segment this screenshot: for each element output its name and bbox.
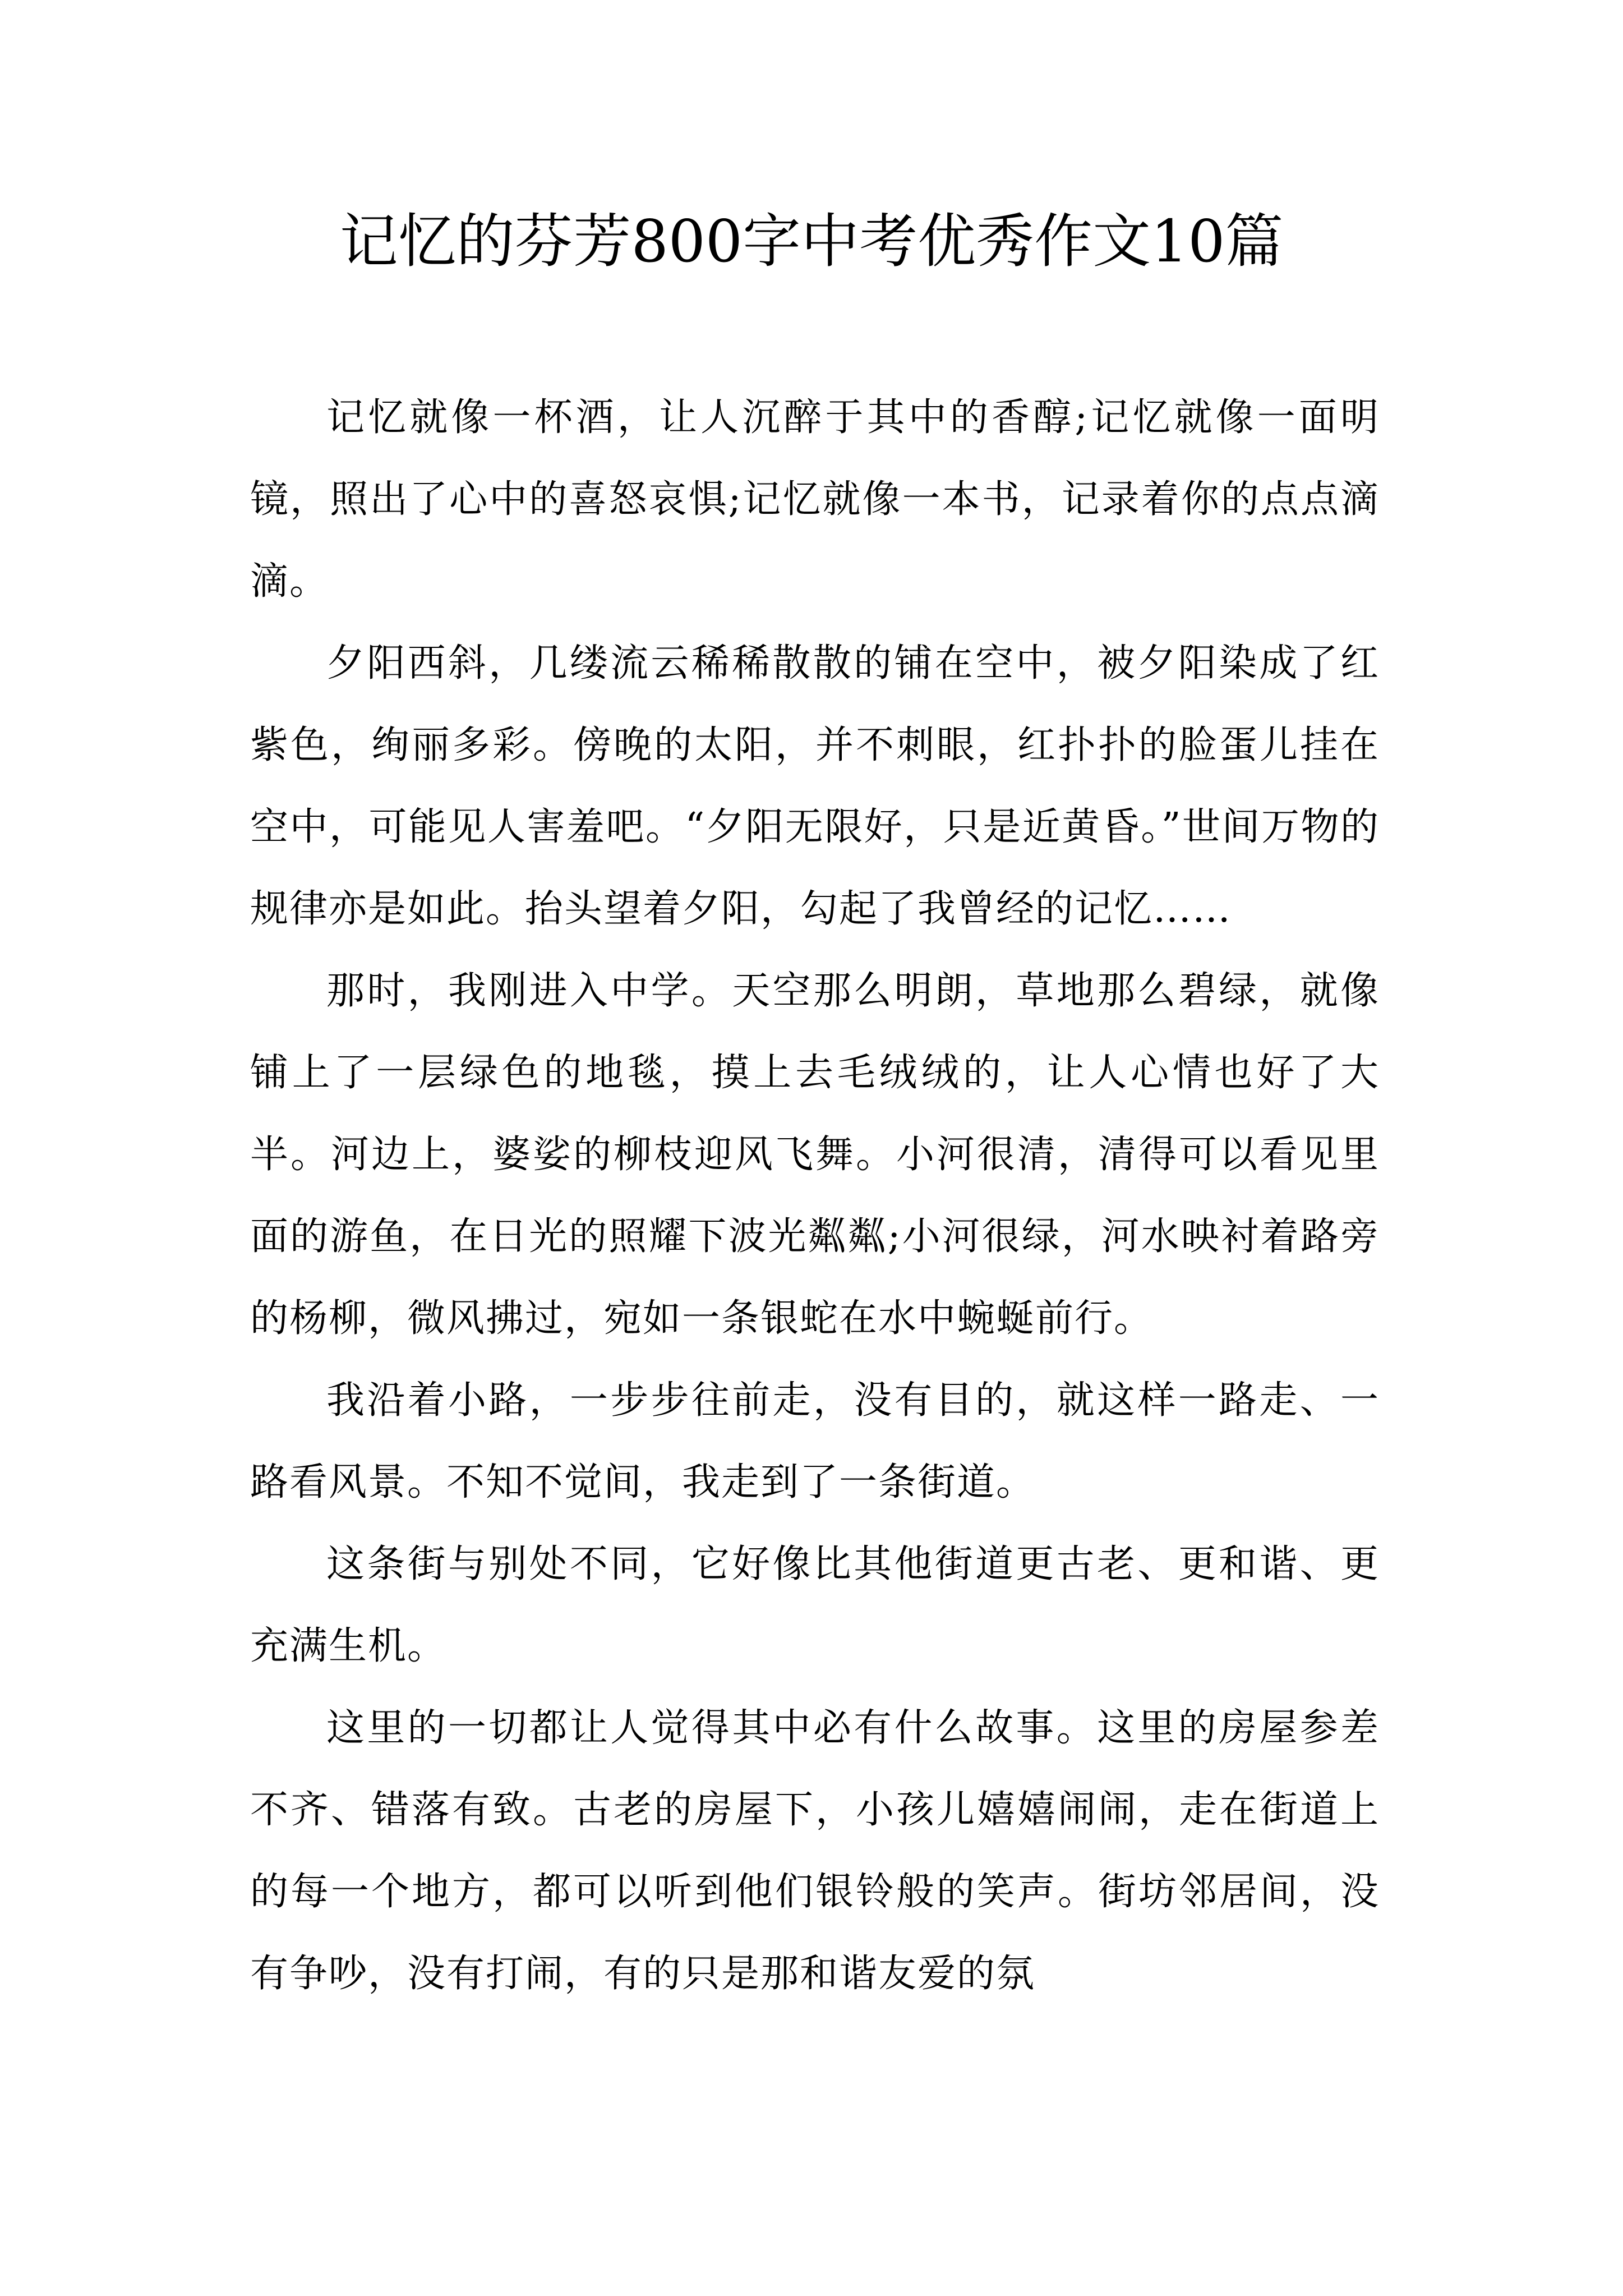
paragraph: 那时，我刚进入中学。天空那么明朗，草地那么碧绿，就像铺上了一层绿色的地毯，摸上去毛绒绒的，让人心情也好了大半。河边上，婆娑的柳枝迎风飞舞。小河很清，清得可以看见里面的游鱼，在日光的照耀下波光粼粼;小河很绿，河水映衬着路旁的杨柳，微风拂过，宛如一条银蛇在水中蜿蜒前行。 [250, 969, 1380, 1341]
paragraph: 记忆就像一杯酒，让人沉醉于其中的香醇;记忆就像一面明镜，照出了心中的喜怒哀惧;记忆就像一本书，记录着你的点点滴滴。 [250, 395, 1380, 604]
paragraph: 夕阳西斜，几缕流云稀稀散散的铺在空中，被夕阳染成了红紫色，绚丽多彩。傍晚的太阳，并不刺眼，红扑扑的脸蛋儿挂在空中，可能见人害羞吧。“夕阳无限好，只是近黄昏。”世间万物的规律亦是如此。抬头望着夕阳，勾起了我曾经的记忆…… [250, 641, 1380, 931]
paragraph: 我沿着小路，一步步往前走，没有目的，就这样一路走、一路看风景。不知不觉间，我走到了一条街道。 [250, 1378, 1380, 1504]
paragraph: 这里的一切都让人觉得其中必有什么故事。这里的房屋参差不齐、错落有致。古老的房屋下，小孩儿嬉嬉闹闹，走在街道上的每一个地方，都可以听到他们银铃般的笑声。街坊邻居间，没有争吵，没有打闹，有的只是那和谐友爱的氛 [250, 1706, 1380, 1996]
document-title: 记忆的芬芳800字中考优秀作文10篇 [339, 207, 1284, 275]
paragraph: 这条街与别处不同，它好像比其他街道更古老、更和谐、更充满生机。 [250, 1542, 1380, 1668]
document-body [250, 377, 1380, 2015]
